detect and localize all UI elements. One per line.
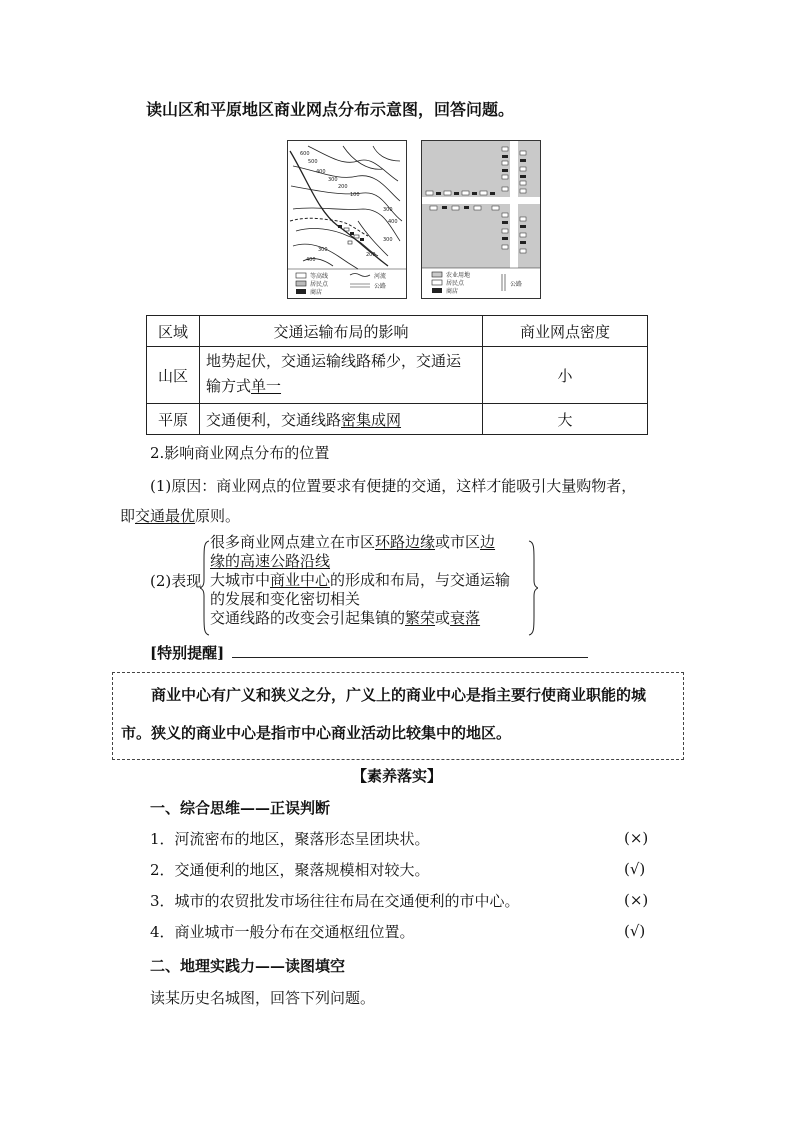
performance-line-2: 缘的高速公路沿线 xyxy=(210,552,331,570)
legend-contour: 等高线 xyxy=(310,273,329,280)
table-header: 商业网点密度 xyxy=(483,316,648,347)
judgment-item: 3．城市的农贸批发市场往往布局在交通便利的市中心。 xyxy=(150,892,520,910)
part-1-title: 一、综合思维——正误判断 xyxy=(150,799,331,817)
table-cell-impact: 交通便利，交通线路密集成网 xyxy=(200,404,483,435)
performance-line-3: 大城市中商业中心的形成和布局，与交通运输 xyxy=(210,571,511,589)
performance-list xyxy=(210,533,510,628)
reminder-line-1: 商业中心有广义和狭义之分，广义上的商业中心是指主要行使商业职能的城 xyxy=(151,686,647,704)
intro-text: 读山区和平原地区商业网点分布示意图，回答问题。 xyxy=(146,100,515,119)
table-header: 区域 xyxy=(147,316,200,347)
table-cell-impact: 地势起伏，交通运输线路稀少，交通运输方式单一 xyxy=(200,347,483,404)
reminder-divider xyxy=(232,657,588,658)
right-brace xyxy=(528,540,538,636)
mountain-map xyxy=(287,140,407,299)
table-header-row xyxy=(147,316,648,347)
judgment-item: 4．商业城市一般分布在交通枢纽位置。 xyxy=(150,923,415,941)
reminder-label: [特别提醒] xyxy=(150,644,225,662)
performance-line-5: 交通线路的改变会引起集镇的繁荣或衰落 xyxy=(210,609,481,627)
svg-text:200: 200 xyxy=(338,184,348,190)
part-2-title: 二、地理实践力——读图填空 xyxy=(150,957,346,975)
legend-residential-2: 居民点 xyxy=(446,280,465,287)
table-cell-region: 平原 xyxy=(147,404,200,435)
legend-road: 公路 xyxy=(374,283,387,290)
reason-line-2: 即交通最优原则。 xyxy=(120,507,241,525)
performance-label: (2)表现 xyxy=(150,572,202,590)
svg-text:500: 500 xyxy=(308,159,318,165)
svg-text:200: 200 xyxy=(366,252,376,258)
section-2-title: 2.影响商业网点分布的位置 xyxy=(150,444,330,462)
performance-line-4: 的发展和变化密切相关 xyxy=(210,590,361,608)
legend-farmland: 农业用地 xyxy=(446,272,471,279)
table-cell-region: 山区 xyxy=(147,347,200,404)
table-header: 交通运输布局的影响 xyxy=(200,316,483,347)
table-row xyxy=(147,347,648,404)
table-cell-density: 大 xyxy=(483,404,648,435)
legend-road-2: 公路 xyxy=(510,281,523,288)
performance-line-1: 很多商业网点建立在市区环路边缘或市区边 xyxy=(210,533,496,551)
table-cell-density: 小 xyxy=(483,347,648,404)
judgment-mark: (√) xyxy=(624,922,646,940)
part-2-text: 读某历史名城图，回答下列问题。 xyxy=(150,989,376,1007)
legend-residential: 居民点 xyxy=(310,281,329,288)
svg-text:400: 400 xyxy=(306,257,316,263)
reminder-line-2: 市。狭义的商业中心是指市中心商业活动比较集中的地区。 xyxy=(121,724,512,742)
svg-text:300: 300 xyxy=(328,177,338,183)
table-row xyxy=(147,404,648,435)
legend-shop-2: 商店 xyxy=(446,288,459,295)
traffic-density-table xyxy=(146,315,648,435)
left-brace xyxy=(200,540,210,636)
section-heading: 【素养落实】 xyxy=(351,767,442,785)
legend-river: 河流 xyxy=(374,273,387,280)
svg-text:100: 100 xyxy=(350,192,360,198)
reminder-box xyxy=(112,672,684,760)
judgment-mark: (×) xyxy=(624,891,649,909)
judgment-item: 2．交通便利的地区，聚落规模相对较大。 xyxy=(150,861,430,879)
reason-line-1: (1)原因：商业网点的位置要求有便捷的交通，这样才能吸引大量购物者， xyxy=(150,477,637,495)
svg-text:300: 300 xyxy=(318,247,328,253)
svg-text:300: 300 xyxy=(383,237,393,243)
judgment-item: 1．河流密布的地区，聚落形态呈团块状。 xyxy=(150,830,430,848)
svg-text:600: 600 xyxy=(300,151,310,157)
judgment-mark: (×) xyxy=(624,829,649,847)
judgment-mark: (√) xyxy=(624,860,646,878)
plain-map xyxy=(421,140,541,299)
svg-text:300: 300 xyxy=(383,207,393,213)
svg-text:400: 400 xyxy=(388,219,398,225)
legend-shop: 商店 xyxy=(310,289,323,296)
svg-text:400: 400 xyxy=(316,169,326,175)
